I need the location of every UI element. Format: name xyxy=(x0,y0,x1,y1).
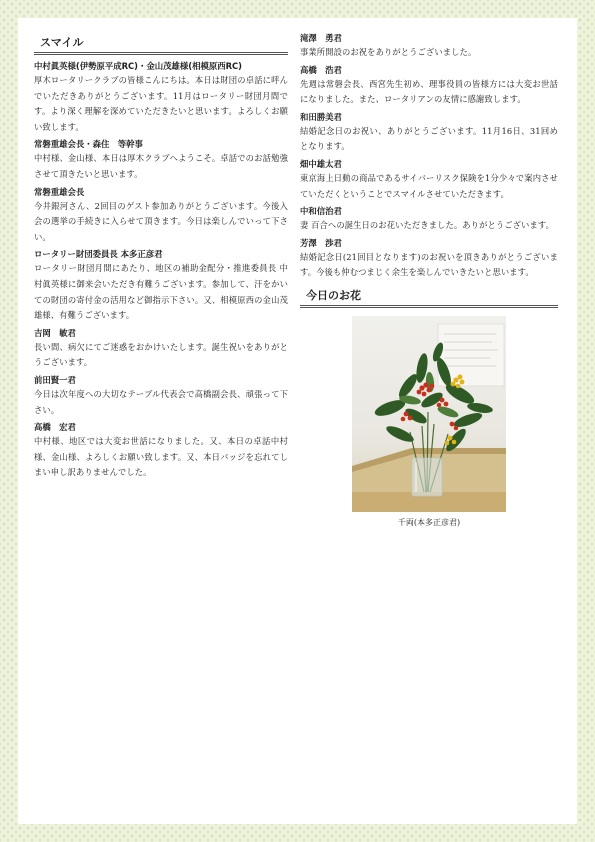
entry-message: 中村様、金山様、本日は厚木クラブへようこそ。卓話でのお話勉強させて頂きたいと思います。 xyxy=(34,153,288,179)
entry-message: 結婚記念日(21回目となります)のお祝いを頂きありがとうございます。今後も仲むつまじく余生を楽しんでいきたいと思います。 xyxy=(300,251,558,278)
entry-message: 長い間、病欠にてご迷惑をおかけいたします。誕生祝いをありがとうございます。 xyxy=(34,341,288,368)
entry-name: 芳澤 渉君 xyxy=(300,237,342,248)
entry-name: 和田勝美君 xyxy=(300,111,342,122)
entry-message: 厚木ロータリークラブの皆様こんにちは。本日は財団の卓話に呼んでいただきありがとうございます。11月はロータリー財団月間です。より深く理解を深めていただきたいと思います。よろしくお願い致します。 xyxy=(34,75,288,132)
entry-name: 中和信治君 xyxy=(300,206,342,217)
smile-entry xyxy=(300,64,558,108)
smile-entry xyxy=(34,60,288,135)
flower-section-title: 今日のお花 xyxy=(300,285,558,308)
entry-name: 中村眞英様(伊勢原平成RC)・金山茂雄様(相模原西RC) xyxy=(34,61,242,71)
smile-entry xyxy=(34,186,288,246)
entry-name: ロータリー財団委員長 本多正彦君 xyxy=(34,249,163,260)
entry-message: 妻 百合への誕生日のお花いただきました。ありがとうございます。 xyxy=(300,220,554,231)
flower-section xyxy=(300,285,558,528)
entry-name: 高橋 浩君 xyxy=(300,64,342,75)
entry-name: 高橋 宏君 xyxy=(34,422,76,433)
entry-message: 事業所開設のお祝をありがとうございました。 xyxy=(300,47,477,57)
smile-entry xyxy=(34,374,288,418)
photo-caption: 千両(本多正彦君) xyxy=(397,517,461,527)
right-column xyxy=(300,32,558,528)
smile-entry xyxy=(300,111,558,155)
entry-message: ロータリー財団月間にあたり、地区の補助金配分・推進委員長 中村眞英様に御来会いただき有難うございます。参加して、汗をかいての財団の寄付金の活用など御指示下さい。又、相模原西の金山茂雄様、有難うございます。 xyxy=(34,263,288,321)
entry-message: 東京海上日動の商品であるサイバーリスク保険を1分少々で案内させていただくということでスマイルさせていただきます。 xyxy=(300,172,558,199)
entry-name: 常磐重雄会長・森住 等幹事 xyxy=(34,139,143,150)
flower-photo xyxy=(352,316,506,512)
entry-name: 前田賢一君 xyxy=(34,374,76,385)
smile-entry xyxy=(300,158,558,202)
smile-entry xyxy=(300,237,558,281)
smile-entry xyxy=(34,421,288,481)
entry-message: 今井銀河さん、2回目のゲスト参加ありがとうございます。今後入会の選挙の手続きに入らせて頂きます。今日は楽しんでいって下さい。 xyxy=(34,200,288,242)
entry-message: 先週は常磐会長、西宮先生初め、理事役員の皆様方には大変お世話になりました。また、ロータリアンの友情に感謝致します。 xyxy=(300,78,558,105)
smile-entry xyxy=(34,248,288,323)
entry-message: 結婚記念日のお祝い、ありがとうございます。11月16日、31回めとなります。 xyxy=(300,125,558,152)
entry-name: 滝澤 勇君 xyxy=(300,33,342,43)
left-column xyxy=(34,32,288,484)
smile-entry xyxy=(300,205,558,234)
smile-entry xyxy=(300,32,558,61)
smile-entries-right xyxy=(300,32,558,281)
entry-name: 畑中雄太君 xyxy=(300,158,342,169)
entry-name: 吉岡 敏君 xyxy=(34,327,76,338)
entry-name: 常磐重雄会長 xyxy=(34,186,85,197)
smile-entry xyxy=(34,138,288,182)
smile-entry xyxy=(34,327,288,371)
newsletter-page xyxy=(18,18,577,824)
senryo-arrangement-illustration xyxy=(352,316,506,512)
smile-entries-left xyxy=(34,60,288,481)
entry-message: 中村様、地区では大変お世話になりました。又、本日の卓話中村様、金山様、よろしくお願い致します。又、本日バッジを忘れてしまい申し訳ありませんでした。 xyxy=(34,436,288,478)
smile-section-title: スマイル xyxy=(34,32,288,55)
entry-message: 今日は次年度への大切なテーブル代表会で高橋副会長、頑張って下さい。 xyxy=(34,388,288,415)
